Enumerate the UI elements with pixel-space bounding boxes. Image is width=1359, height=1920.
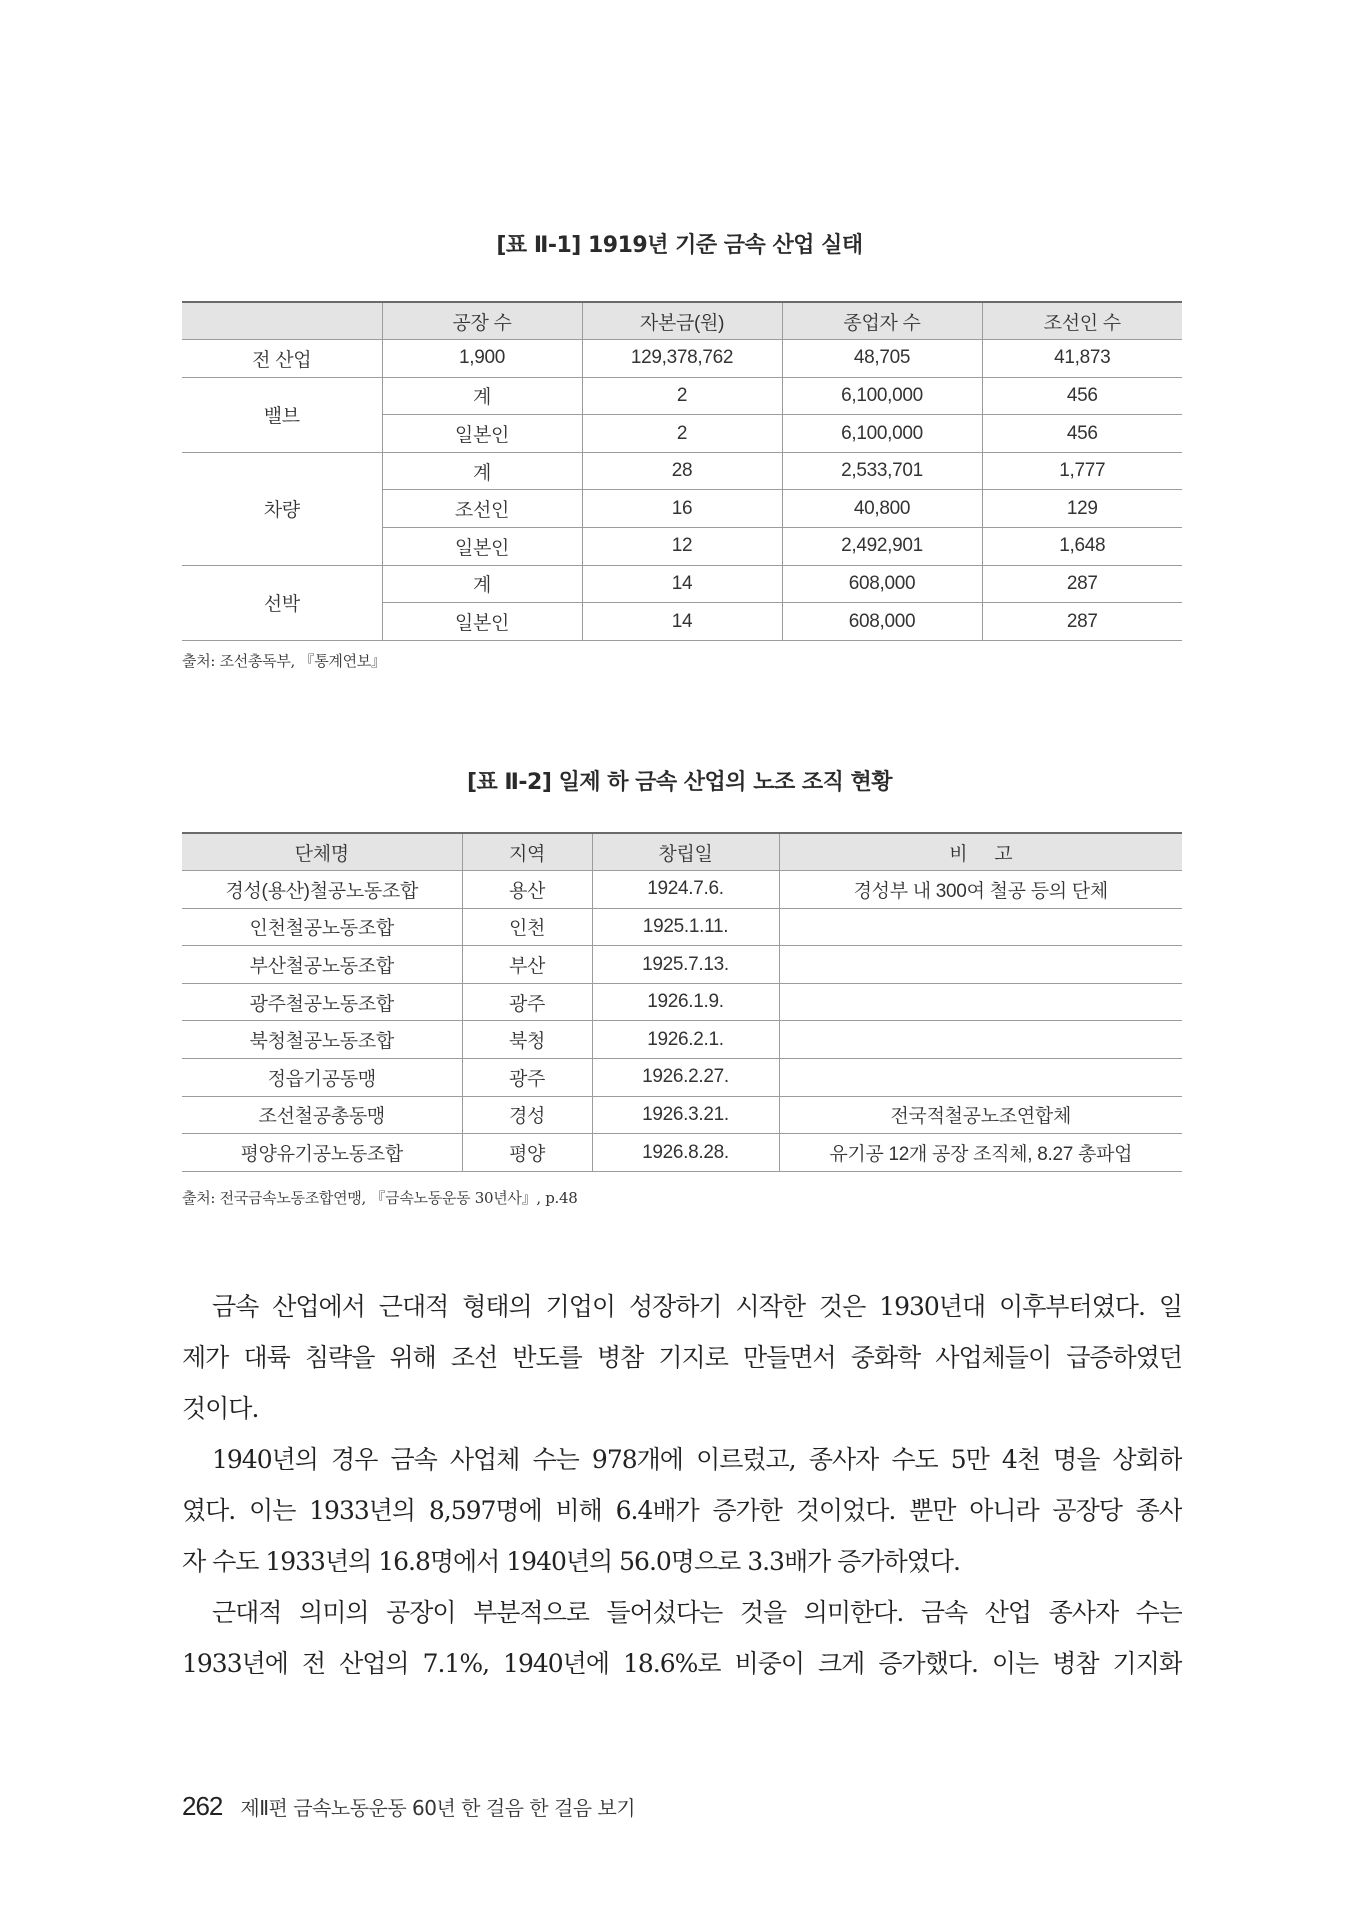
page-footer (182, 1790, 635, 1822)
text-line: 자 수도 1933년의 16.8명에서 1940년의 56.0명으로 3.3배가 증가하였다. (182, 1547, 960, 1576)
table-cell: 1,777 (982, 452, 1182, 490)
table-cell: 평양 (462, 1134, 592, 1172)
table-cell: 456 (982, 377, 1182, 415)
table-cell (779, 946, 1182, 984)
table-cell: 608,000 (782, 603, 982, 641)
table-cell: 14 (582, 565, 782, 603)
paragraph (182, 1281, 1182, 1434)
table-1-source: 출처: 조선총독부, 『통계연보』 (182, 652, 386, 670)
table-cell (779, 908, 1182, 946)
table-cell: 41,873 (982, 340, 1182, 378)
table-2 (182, 832, 1182, 1172)
running-title: 제Ⅱ편 금속노동운동 60년 한 걸음 한 걸음 보기 (240, 1796, 636, 1820)
table-row (182, 452, 1182, 490)
table-cell: 6,100,000 (782, 377, 982, 415)
table-cell: 계 (382, 565, 582, 603)
text-line: 였다. 이는 1933년의 8,597명에 비해 6.4배가 증가한 것이었다. 뿐만 아니라 공장당 종사 (182, 1496, 1182, 1525)
table-2-title: [표 Ⅱ-2] 일제 하 금속 산업의 노조 조직 현황 (466, 770, 893, 795)
table-row (182, 983, 1182, 1021)
table-cell: 일본인 (382, 528, 582, 566)
table-cell: 12 (582, 528, 782, 566)
table-cell: 광주철공노동조합 (182, 983, 462, 1021)
table-cell: 1926.3.21. (592, 1096, 779, 1134)
table-cell: 40,800 (782, 490, 982, 528)
table-cell: 정읍기공동맹 (182, 1059, 462, 1097)
text-line: 것이다. (182, 1394, 259, 1423)
table-header-cell: 자본금(원) (582, 302, 782, 340)
table-cell: 14 (582, 603, 782, 641)
table-header-cell: 공장 수 (382, 302, 582, 340)
table-cell: 평양유기공노동조합 (182, 1134, 462, 1172)
table-cell: 경성부 내 300여 철공 등의 단체 (779, 871, 1182, 909)
table-header-cell: 지역 (462, 833, 592, 871)
table-cell: 인천 (462, 908, 592, 946)
table-header-cell: 비 고 (779, 833, 1182, 871)
table-cell: 1,648 (982, 528, 1182, 566)
table-header-cell: 창립일 (592, 833, 779, 871)
table-row (182, 1096, 1182, 1134)
table-cell: 16 (582, 490, 782, 528)
table-1-title: [표 Ⅱ-1] 1919년 기준 금속 산업 실태 (496, 233, 863, 258)
table-cell: 용산 (462, 871, 592, 909)
table-cell: 부산철공노동조합 (182, 946, 462, 984)
table-cell: 1926.2.27. (592, 1059, 779, 1097)
table-cell: 129,378,762 (582, 340, 782, 378)
text-line: 1940년의 경우 금속 사업체 수는 978개에 이르렀고, 종사자 수도 5만 4천 명을 상회하 (212, 1445, 1182, 1474)
table-row (182, 908, 1182, 946)
table-cell: 2,492,901 (782, 528, 982, 566)
row-group-label: 선박 (182, 565, 382, 640)
body-text (182, 1281, 1182, 1689)
table-cell: 인천철공노동조합 (182, 908, 462, 946)
table-cell: 계 (382, 377, 582, 415)
table-cell: 부산 (462, 946, 592, 984)
table-cell: 일본인 (382, 415, 582, 453)
table-cell: 광주 (462, 983, 592, 1021)
table-header-cell-blank (182, 302, 382, 340)
table-cell: 1924.7.6. (592, 871, 779, 909)
table-cell: 광주 (462, 1059, 592, 1097)
table-cell: 유기공 12개 공장 조직체, 8.27 총파업 (779, 1134, 1182, 1172)
row-group-label: 차량 (182, 452, 382, 565)
table-row (182, 1021, 1182, 1059)
table-cell: 48,705 (782, 340, 982, 378)
text-line: 1933년에 전 산업의 7.1%, 1940년에 18.6%로 비중이 크게 증가했다. 이는 병참 기지화 (182, 1649, 1182, 1678)
table-cell: 2 (582, 415, 782, 453)
table-cell (779, 983, 1182, 1021)
row-group-label: 밸브 (182, 377, 382, 452)
table-header-row (182, 302, 1182, 340)
paragraph (182, 1434, 1182, 1587)
paragraph (182, 1587, 1182, 1689)
table-cell (779, 1059, 1182, 1097)
table-row (182, 340, 1182, 378)
table-row (182, 565, 1182, 603)
table-row (182, 1059, 1182, 1097)
table-1 (182, 301, 1182, 641)
table-cell: 북청철공노동조합 (182, 1021, 462, 1059)
table-2-source: 출처: 전국금속노동조합연맹, 『금속노동운동 30년사』, p.48 (182, 1189, 578, 1207)
table-header-row (182, 833, 1182, 871)
table-cell: 북청 (462, 1021, 592, 1059)
table-cell: 1926.1.9. (592, 983, 779, 1021)
table-cell: 일본인 (382, 603, 582, 641)
table-cell: 계 (382, 452, 582, 490)
table-cell: 6,100,000 (782, 415, 982, 453)
table-header-cell: 단체명 (182, 833, 462, 871)
table-row (182, 946, 1182, 984)
table-cell: 1,900 (382, 340, 582, 378)
table-cell: 287 (982, 603, 1182, 641)
table-row (182, 1134, 1182, 1172)
table-cell: 608,000 (782, 565, 982, 603)
table-cell: 2,533,701 (782, 452, 982, 490)
table-cell: 경성(용산)철공노동조합 (182, 871, 462, 909)
table-row (182, 377, 1182, 415)
table-header-cell: 조선인 수 (982, 302, 1182, 340)
page-number: 262 (182, 1791, 223, 1821)
table-cell: 287 (982, 565, 1182, 603)
table-cell: 129 (982, 490, 1182, 528)
text-line: 제가 대륙 침략을 위해 조선 반도를 병참 기지로 만들면서 중화학 사업체들이 급증하였던 (182, 1343, 1182, 1372)
table-cell: 1926.2.1. (592, 1021, 779, 1059)
table-cell: 1926.8.28. (592, 1134, 779, 1172)
table-cell: 1925.1.11. (592, 908, 779, 946)
text-line: 근대적 의미의 공장이 부분적으로 들어섰다는 것을 의미한다. 금속 산업 종사자 수는 (212, 1598, 1182, 1627)
table-cell: 조선인 (382, 490, 582, 528)
table-cell: 경성 (462, 1096, 592, 1134)
table-row (182, 871, 1182, 909)
table-header-cell: 종업자 수 (782, 302, 982, 340)
table-cell (779, 1021, 1182, 1059)
table-cell: 1925.7.13. (592, 946, 779, 984)
row-group-label: 전 산업 (182, 340, 382, 378)
table-cell: 조선철공총동맹 (182, 1096, 462, 1134)
table-cell: 전국적철공노조연합체 (779, 1096, 1182, 1134)
table-cell: 2 (582, 377, 782, 415)
table-cell: 28 (582, 452, 782, 490)
table-cell: 456 (982, 415, 1182, 453)
text-line: 금속 산업에서 근대적 형태의 기업이 성장하기 시작한 것은 1930년대 이후부터였다. 일 (212, 1292, 1182, 1321)
